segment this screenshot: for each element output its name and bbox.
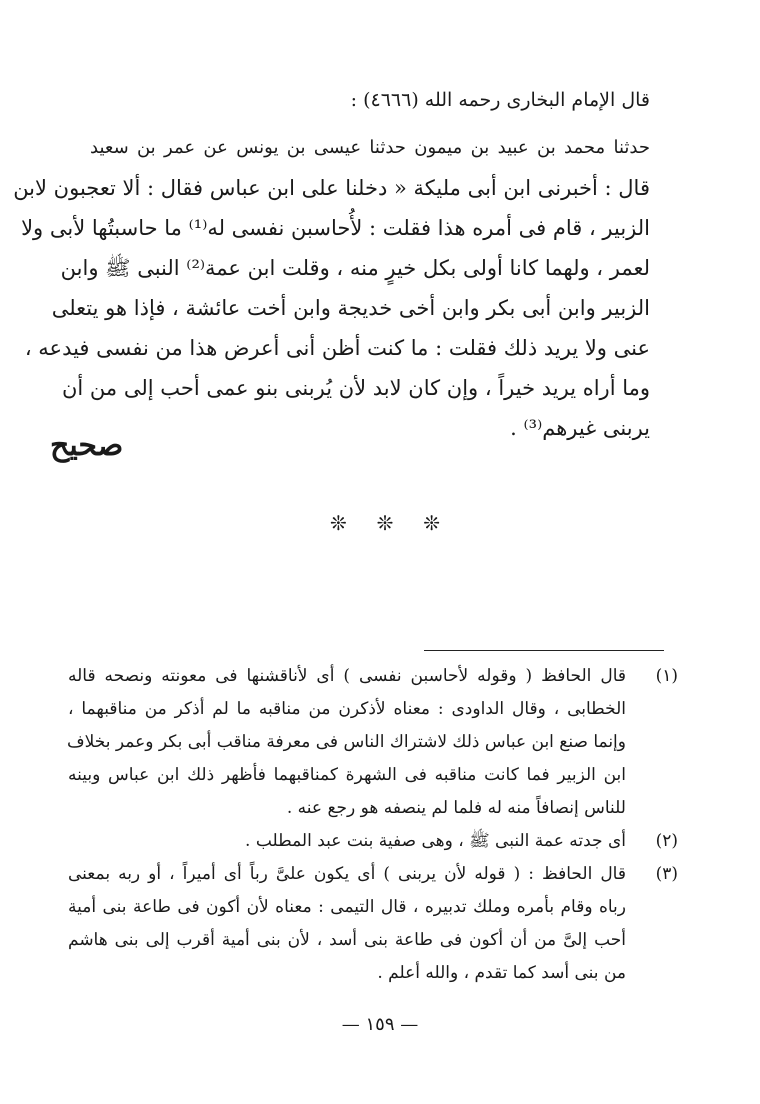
hadith-line: حدثنا محمد بن عبيد بن ميمون حدثنا عيسى بن يونس عن عمر بن سعيد: [90, 137, 650, 158]
footnote-divider: [424, 650, 664, 651]
hadith-line: يربنى غيرهم⁽³⁾ .: [510, 416, 650, 440]
footnote-number: (٣): [655, 864, 678, 884]
footnote-2: [68, 825, 678, 858]
footnote-3: [68, 858, 678, 990]
hadith-grade: صحيح: [50, 428, 124, 463]
footnote-line: أحب إلىَّ من أن أكون فى طاعة بنى أسد ، لأن بنى أمية أقرب إلى بنى هاشم: [68, 930, 626, 950]
footnote-line: قال الحافظ ( وقوله لأحاسبن نفسى ) أى لأناقشنها فى معونته ونصحه قاله: [68, 666, 626, 686]
hadith-line: الزبير وابن أبى بكر وابن أخى خديجة وابن أخت عائشة ، فإذا هو يتعلى: [51, 296, 650, 320]
hadith-line: قال : أخبرنى ابن أبى مليكة « دخلنا على ابن عباس فقال : ألا تعجبون لابن: [13, 176, 650, 200]
footnote-line: رباه وقام بأمره وملك تدبيره ، قال التيمى : معناه لأن أكون فى طاعة بنى أمية: [68, 897, 626, 917]
footnote-line: الخطابى ، وقال الداودى : معناه لأذكرن من مناقبه ما لم أذكر من مناقبهما ،: [68, 699, 626, 719]
footnote-line: وإنما صنع ابن عباس ذلك لاشتراك الناس فى معرفة مناقب أبى بكر وعمر بخلاف: [67, 732, 626, 752]
footnote-line: للناس إنصافاً منه له فلما لم ينصفه هو رجع عنه .: [286, 798, 626, 818]
footnote-line: من بنى أسد كما تقدم ، والله أعلم .: [377, 963, 626, 983]
star-ornament-icon: ❊: [423, 511, 440, 535]
footnotes: [68, 660, 678, 990]
footnote-number: (١): [655, 666, 678, 686]
footnote-line: أى جدته عمة النبى ﷺ ، وهى صفية بنت عبد المطلب .: [245, 831, 626, 851]
footnote-number: (٢): [655, 831, 678, 851]
footnote-line: قال الحافظ : ( قوله لأن يربنى ) أى يكون علىَّ رباً أى أميراً ، أو ربه بمعنى: [68, 864, 626, 884]
star-ornament-icon: ❊: [376, 511, 394, 535]
footnote-1: [68, 660, 678, 825]
page-number: — ١٥٩ —: [341, 1014, 419, 1035]
hadith-heading: قال الإمام البخارى رحمه الله (٤٦٦٦) :: [350, 89, 650, 111]
footnote-line: ابن الزبير فما كانت مناقبه فى الشهرة كمناقبهما فأظهر ذلك ابن عباس وبينه: [68, 765, 626, 785]
hadith-line: لعمر ، ولهما كانا أولى بكل خيرٍ منه ، وقلت ابن عمة⁽²⁾ النبى ﷺ وابن: [60, 256, 650, 280]
hadith-line: وما أراه يريد خيراً ، وإن كان لابد لأن يُربنى بنو عمى أحب إلى من أن: [62, 376, 650, 400]
hadith-line: الزبير ، قام فى أمره هذا فقلت : لأُحاسبن نفسى له⁽¹⁾ ما حاسبتُها لأبى ولا: [21, 216, 650, 240]
star-ornament-icon: ❊: [330, 511, 347, 535]
hadith-line: عنى ولا يريد ذلك فقلت : ما كنت أظن أنى أعرض هذا من نفسى فيدعه ،: [24, 336, 650, 360]
section-separator: [330, 508, 440, 538]
